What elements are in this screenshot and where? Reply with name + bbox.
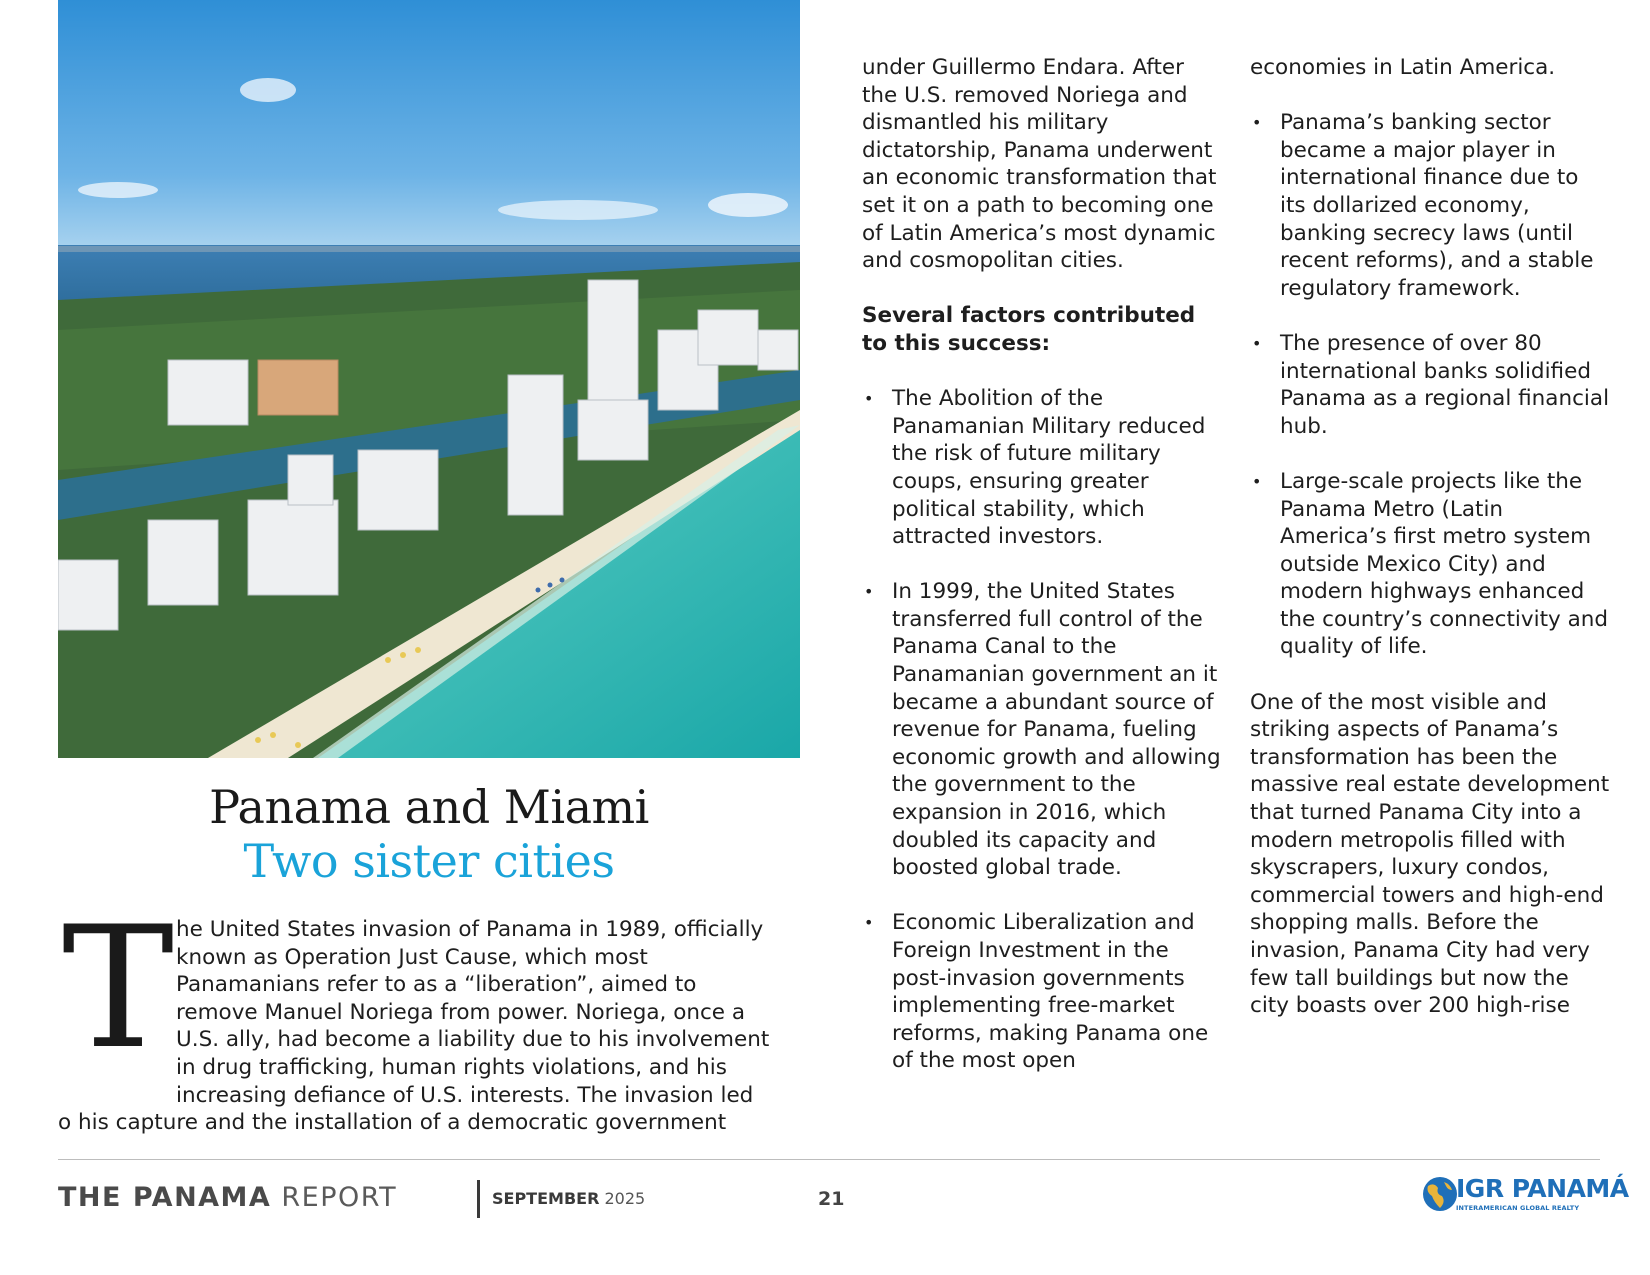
factors-subheading: Several factors contributed to this success: <box>862 303 1196 356</box>
column-two-paragraph: under Guillermo Endara. After the U.S. removed Noriega and dismantled his military dictatorship, Panama underwent an economic transformation that set it on a path to becoming one of Latin America’s most dynamic and cosmopolitan cities. <box>862 55 1217 274</box>
list-item-text: Economic Liberalization and Foreign Investment in the post-invasion governments implementing free-market reforms, making Panama one of the most open <box>892 910 1209 1074</box>
article-title <box>58 780 800 888</box>
logo-tagline: INTERAMERICAN GLOBAL REALTY <box>1456 1204 1580 1212</box>
bullet-icon: • <box>1252 113 1262 133</box>
intro-line: he United States invasion of Panama in 1989, officially <box>176 917 764 942</box>
list-item <box>862 909 1222 1075</box>
list-item <box>1250 330 1610 440</box>
intro-line: o his capture and the installation of a democratic government <box>58 1110 727 1136</box>
list-item-text: Large-scale projects like the Panama Metro (Latin America’s first metro system outside Mexico City) and modern highways enhanced the country’s connectivity and quality of life. <box>1280 468 1609 660</box>
footer-divider <box>58 1159 1600 1160</box>
aerial-photo-illustration <box>58 0 800 758</box>
list-item <box>862 385 1222 551</box>
publication-name-bold: THE PANAMA <box>58 1182 272 1213</box>
bullet-icon: • <box>1252 471 1262 491</box>
publication-name <box>58 1182 397 1213</box>
title-line-2: Two sister cities <box>243 834 615 888</box>
column-three-lead: economies in Latin America. <box>1250 55 1556 80</box>
list-item <box>862 578 1222 882</box>
list-item <box>1250 109 1610 302</box>
issue-month: SEPTEMBER <box>492 1189 600 1208</box>
bullet-icon: • <box>864 582 874 602</box>
issue-year: 2025 <box>604 1189 646 1208</box>
footer-vertical-divider <box>477 1180 480 1218</box>
list-item-text: Panama’s banking sector became a major player in international finance due to its dollarized economy, banking secrecy laws (until recent reforms), and a stable regulatory framework. <box>1280 110 1594 301</box>
intro-line: known as Operation Just Cause, which most <box>176 944 648 970</box>
list-item-text: The Abolition of the Panamanian Military reduced the risk of future military coups, ensuring greater political stability, which attracted investors. <box>892 386 1206 550</box>
logo-wordmark: IGR PANAMÁ <box>1456 1174 1629 1203</box>
intro-line: Panamanians refer to as a “liberation”, aimed to <box>176 972 697 998</box>
column-two <box>862 54 1222 1103</box>
intro-line: increasing defiance of U.S. interests. The invasion led <box>176 1082 754 1108</box>
list-item <box>1250 468 1610 661</box>
column-three <box>1250 54 1610 1047</box>
intro-paragraph <box>58 890 800 1137</box>
page-number: 21 <box>818 1188 845 1210</box>
title-line-1: Panama and Miami <box>209 780 649 834</box>
issue-date <box>492 1189 645 1208</box>
intro-line: U.S. ally, had become a liability due to his involvement <box>176 1027 770 1053</box>
miami-beach-aerial-photo <box>58 0 800 758</box>
intro-line: in drug trafficking, human rights violations, and his <box>176 1054 727 1080</box>
globe-icon <box>1420 1172 1460 1216</box>
list-item-text: The presence of over 80 international banks solidified Panama as a regional financial hub. <box>1280 330 1610 439</box>
column-three-paragraph: One of the most visible and striking aspects of Panama’s transformation has been the massive real estate development that turned Panama City into a modern metropolis filled with skyscrapers, luxury condos, commercial towers and high-end shopping malls. Before the invasion, Panama City had very few tall buildings but now the city boasts over 200 high-rise <box>1250 689 1610 1019</box>
intro-line: remove Manuel Noriega from power. Noriega, once a <box>176 999 746 1025</box>
bullet-icon: • <box>1252 333 1262 353</box>
igr-panama-logo <box>1420 1172 1629 1222</box>
bullet-icon: • <box>864 389 874 409</box>
bullet-icon: • <box>864 913 874 933</box>
drop-cap: T <box>62 890 175 1086</box>
list-item-text: In 1999, the United States transferred full control of the Panama Canal to the Panamanian government an it became a abundant source of revenue for Panama, fueling economic growth and allowing the government to the expansion in 2016, which doubled its capacity and boosted global trade. <box>892 579 1221 881</box>
publication-name-light: REPORT <box>281 1182 398 1213</box>
